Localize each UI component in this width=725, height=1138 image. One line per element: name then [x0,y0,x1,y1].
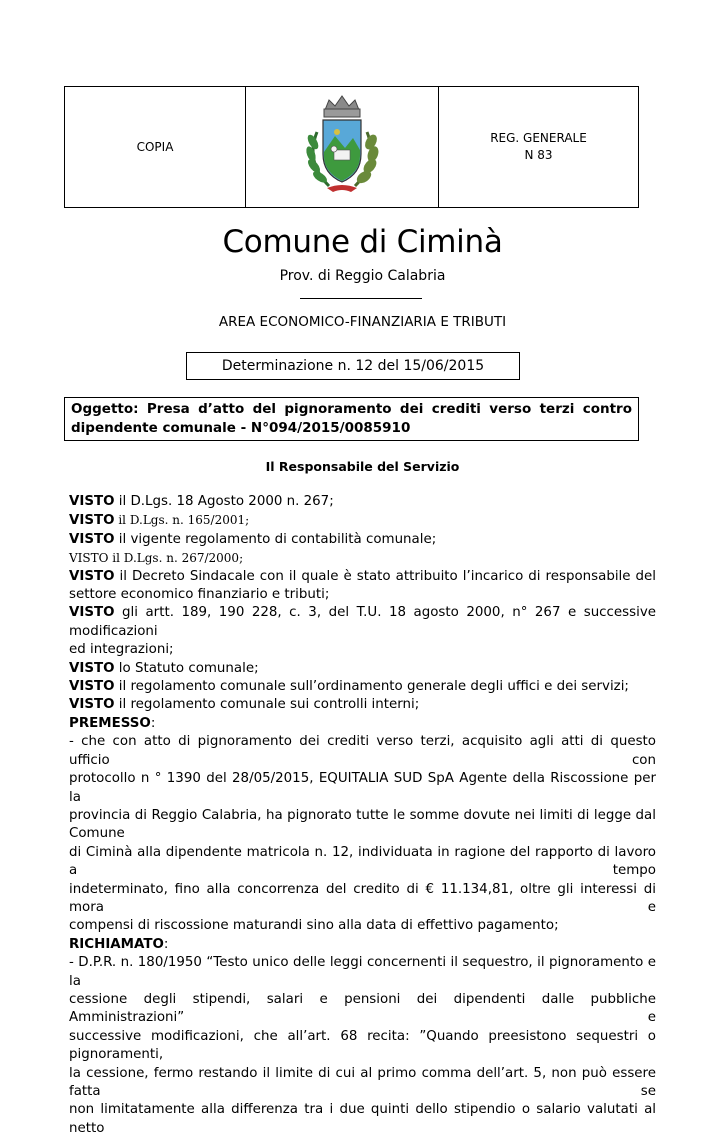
premesso-heading: PREMESSO: [69,715,156,731]
coat-of-arms-icon [287,92,397,202]
reg-cell [439,87,638,207]
visto-artt: VISTO gli artt. 189, 190 228, c. 3, del T.U. 18 agosto 2000, n° 267 e successive modificazioni ed integrazioni; [69,605,656,658]
copy-label: COPIA [136,139,174,154]
visto-line: VISTO il regolamento comunale sui controlli interni; [69,697,420,713]
visto-line: VISTO il D.Lgs. 18 Agosto 2000 n. 267; [69,494,334,509]
document-body [69,493,656,1138]
visto-decreto: VISTO il Decreto Sindacale con il quale è stato attribuito l’incarico di responsabile del settore economico finanziario e tributi; [69,568,656,603]
reg-label: REG. GENERALE [490,131,587,145]
richiamato-paragraph: - D.P.R. n. 180/1950 “Testo unico delle leggi concernenti il sequestro, il pignoramento e la cessione degli stipendi, salari e pensioni dei dipendenti dalle pubbliche Amministrazioni” e successive modificazioni, che all’art. 68 recita: ”Quando preesistono sequestri o pignoramenti, la cessione, fermo restando il limite di cui al primo comma dell’art. 5, non può essere fatta se non limitatamente alla differenza tra i due quinti dello stipendio o salario valutati al netto [69,955,656,1136]
richiamato-heading: RICHIAMATO: [69,936,169,952]
visto-line: VISTO il regolamento comunale sull’ordinamento generale degli uffici e dei servizi; [69,679,629,695]
header-table [64,86,639,208]
province: Prov. di Reggio Calabria [279,268,446,284]
reg-number: N 83 [524,148,553,162]
subject-line-1: Oggetto: Presa d’atto del pignoramento dei crediti verso terzi contro [71,401,632,417]
subject-box [64,397,639,441]
responsible-heading: Il Responsabile del Servizio [265,459,460,474]
divider [300,298,422,299]
subject-line-2: dipendente comunale - N°094/2015/0085910 [71,420,411,436]
visto-line: VISTO il vigente regolamento di contabilità comunale; [69,531,437,547]
area-heading: AREA ECONOMICO-FINANZIARIA E TRIBUTI [218,314,507,330]
determination-box: Determinazione n. 12 del 15/06/2015 [186,352,520,380]
visto-line: VISTO il D.Lgs. n. 267/2000; [69,551,244,566]
coat-of-arms-cell [246,87,439,207]
copy-cell [65,87,246,207]
visto-line: VISTO lo Statuto comunale; [69,660,259,676]
page-title: Comune di Ciminà [222,224,503,260]
visto-line: VISTO il D.Lgs. n. 165/2001; [69,513,250,529]
premesso-paragraph: - che con atto di pignoramento dei crediti verso terzi, acquisito agli atti di questo ufficio con protocollo n ° 1390 del 28/05/2015, EQUITALIA SUD SpA Agente della Riscossione per la provincia di Reggio Calabria, ha pignorato tutte le somme dovute nei limiti di legge dal Comune di Ciminà alla dipendente matricola n. 12, individuata in ragione del rapporto di lavoro a tempo indeterminato, fino alla concorrenza del credito di € 11.134,81, oltre gli interessi di mora e compensi di riscossione maturandi sino alla data di effettivo pagamento; [69,734,656,934]
